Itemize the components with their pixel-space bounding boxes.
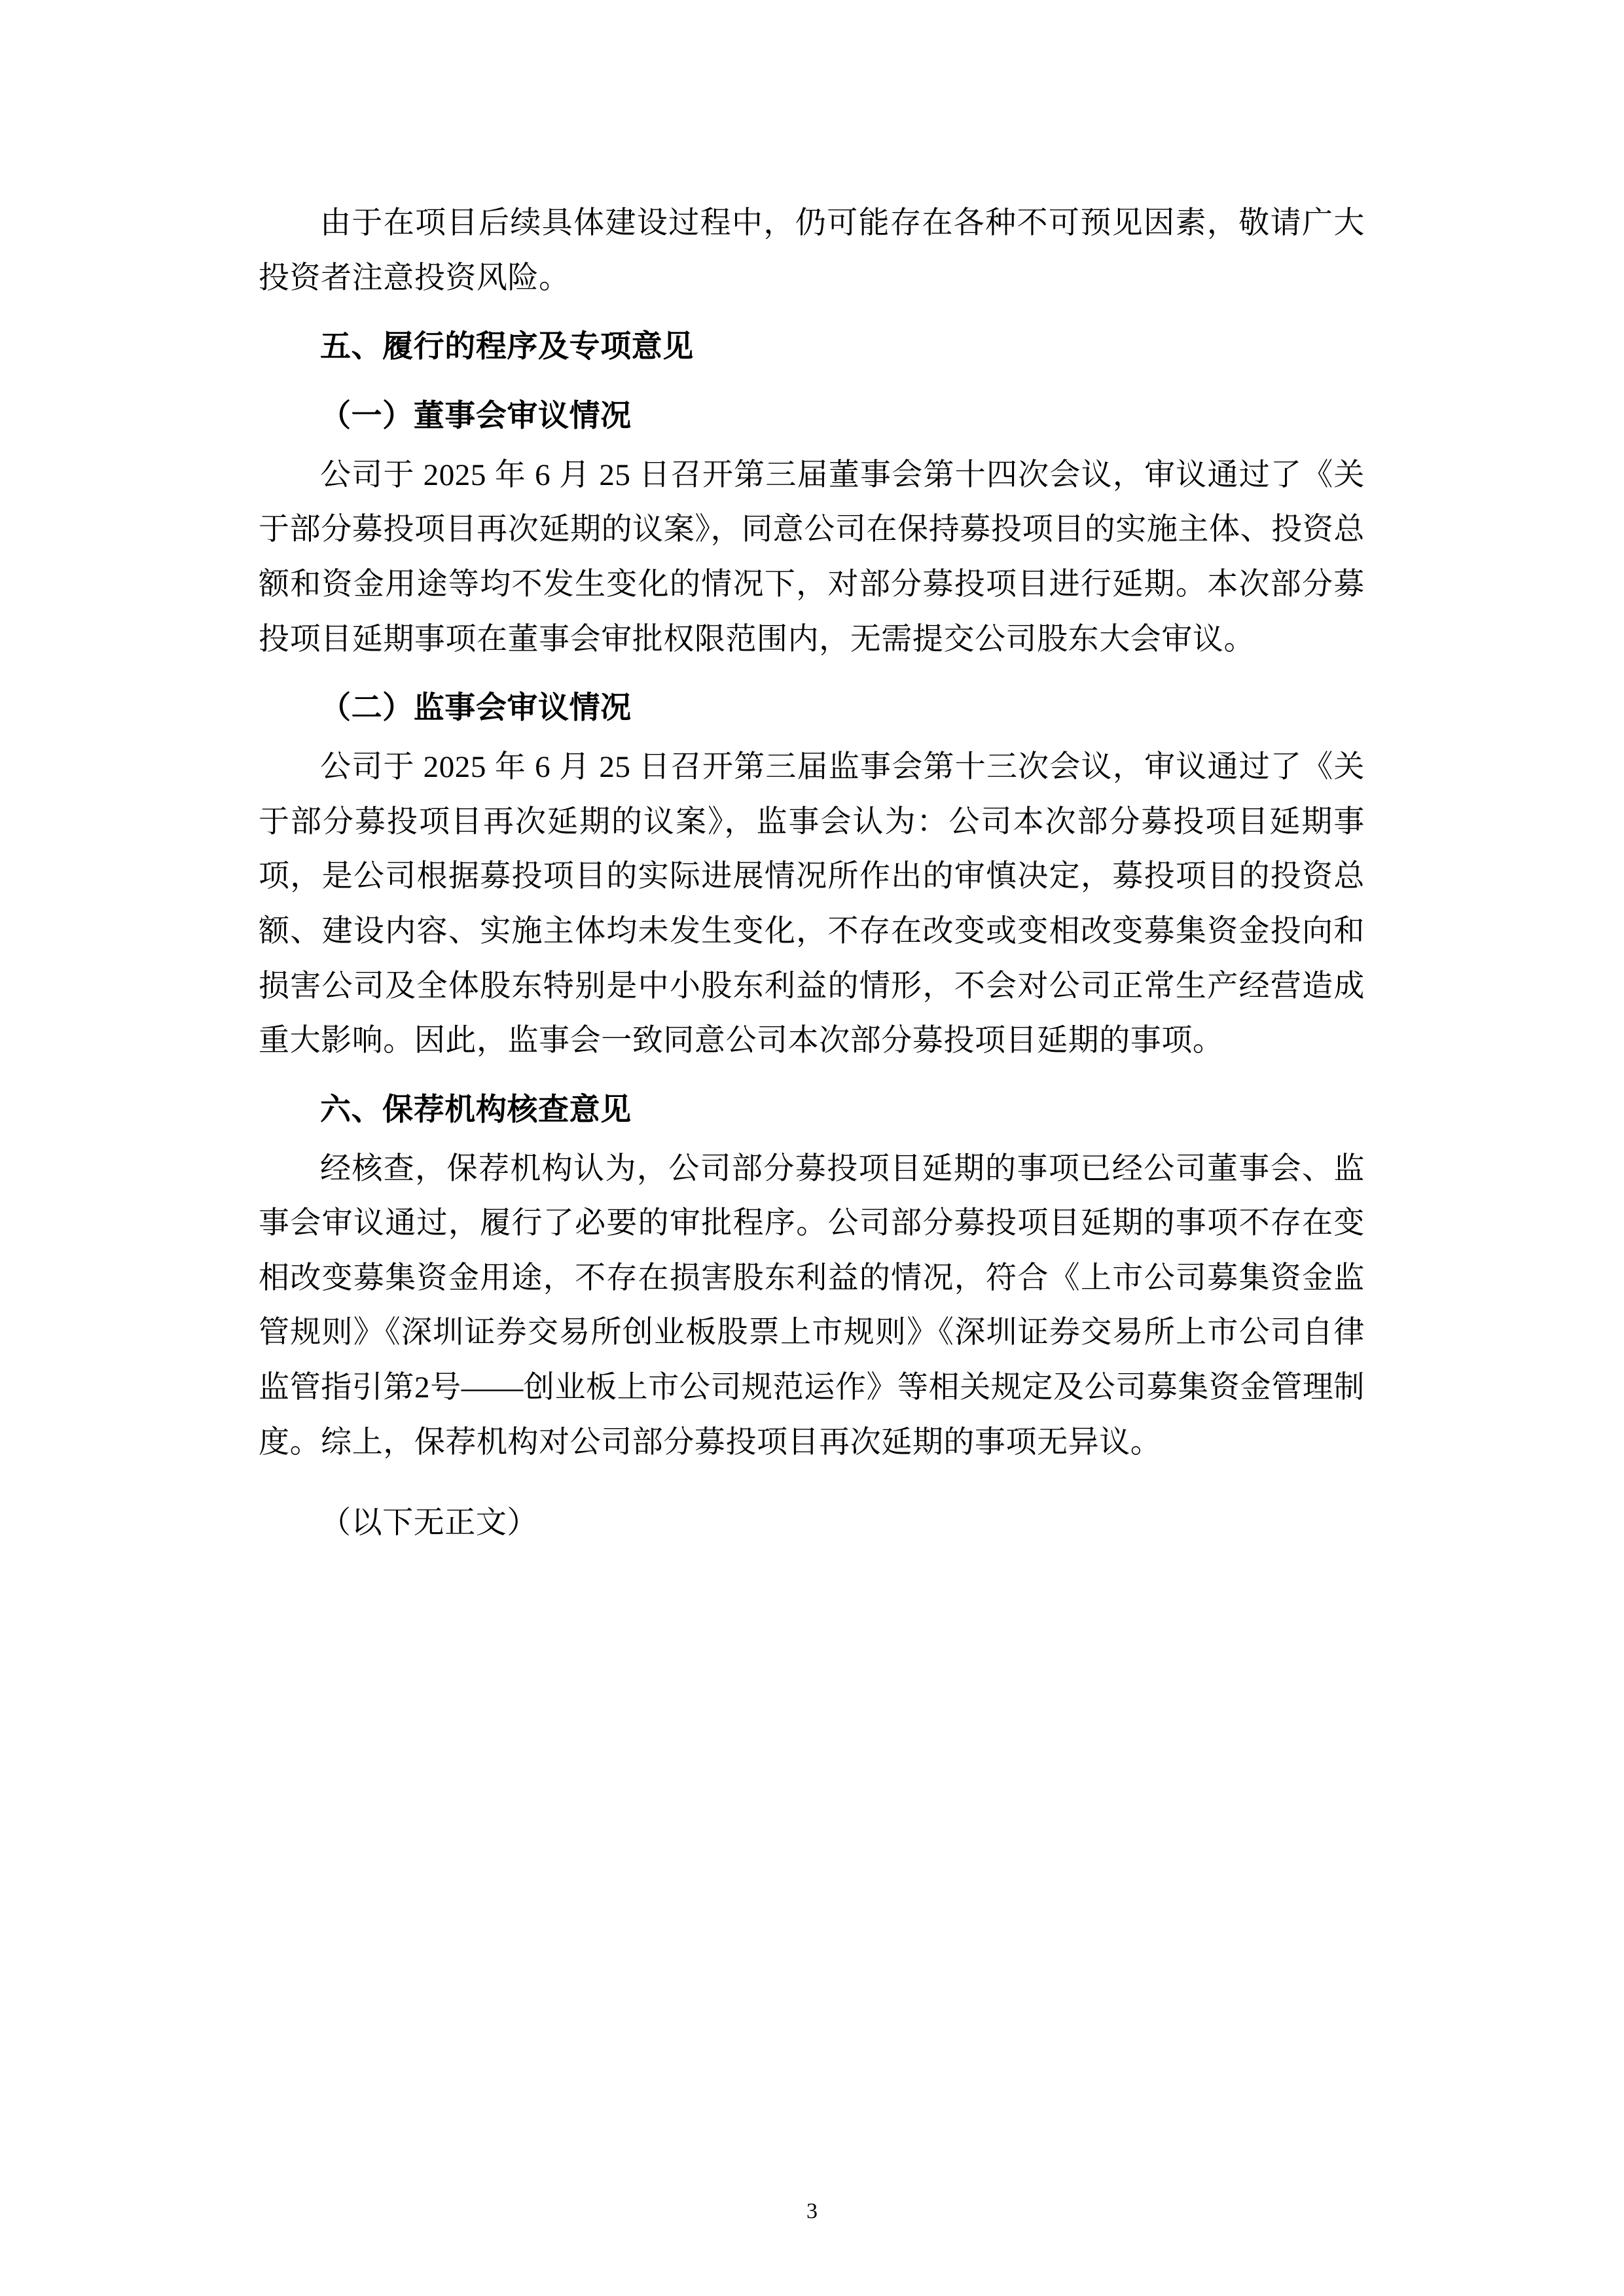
closing-no-body-text: （以下无正文） <box>320 1506 538 1541</box>
document-body <box>259 196 1365 1551</box>
heading-section-five: 五、履行的程序及专项意见 <box>320 330 694 365</box>
paragraph-supervisory-resolution: 公司于 2025 年 6 月 25 日召开第三届监事会第十三次会议，审议通过了《关于部分募投项目再次延期的议案》，监事会认为：公司本次部分募投项目延期事项，是公司根据募投项目的实际进展情况所作出的审慎决定，募投项目的投资总额、建设内容、实施主体均未发生变化，不存在改变或变相改变募集资金投向和损害公司及全体股东特别是中小股东利益的情形，不会对公司正常生产经营造成重大影响。因此，监事会一致同意公司本次部分募投项目延期的事项。 <box>259 749 1365 1058</box>
page-number: 3 <box>806 2199 818 2223</box>
heading-section-six: 六、保荐机构核查意见 <box>320 1092 632 1127</box>
heading-subsection-two: （二）监事会审议情况 <box>320 691 632 726</box>
heading-subsection-one: （一）董事会审议情况 <box>320 399 632 433</box>
paragraph-sponsor-opinion: 经核查，保荐机构认为，公司部分募投项目延期的事项已经公司董事会、监事会审议通过，履行了必要的审批程序。公司部分募投项目延期的事项不存在变相改变募集资金用途，不存在损害股东利益的情况，符合《上市公司募集资金监管规则》《深圳证券交易所创业板股票上市规则》《深圳证券交易所上市公司自律监管指引第2号——创业板上市公司规范运作》等相关规定及公司募集资金管理制度。综上，保荐机构对公司部分募投项目再次延期的事项无异议。 <box>259 1151 1365 1460</box>
paragraph-board-resolution: 公司于 2025 年 6 月 25 日召开第三届董事会第十四次会议，审议通过了《关于部分募投项目再次延期的议案》，同意公司在保持募投项目的实施主体、投资总额和资金用途等均不发生变化的情况下，对部分募投项目进行延期。本次部分募投项目延期事项在董事会审批权限范围内，无需提交公司股东大会审议。 <box>259 457 1365 656</box>
paragraph-risk-notice: 由于在项目后续具体建设过程中，仍可能存在各种不可预见因素，敬请广大投资者注意投资风险。 <box>259 206 1365 295</box>
